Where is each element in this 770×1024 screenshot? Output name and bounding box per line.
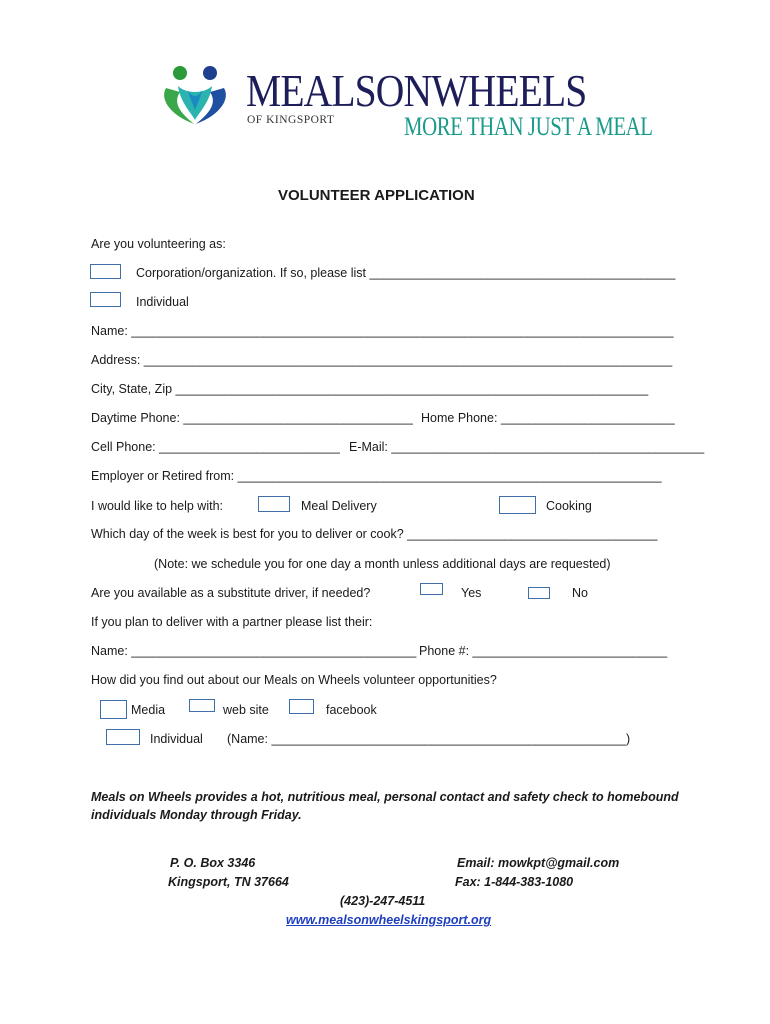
page-title: VOLUNTEER APPLICATION [278,187,475,204]
substitute-no-label: No [572,586,588,600]
address-field[interactable]: Address: ____________________________________________________________________________ [91,353,673,367]
logo-tagline: MORE THAN JUST A MEAL [404,112,653,141]
employer-field[interactable]: Employer or Retired from: _____________________________________________________________ [91,469,662,483]
logo-sub-text: OF KINGSPORT [247,114,335,126]
substitute-yes-checkbox[interactable] [420,583,443,595]
cooking-checkbox[interactable] [499,496,536,514]
mission-line-2: individuals Monday through Friday. [91,808,302,822]
logo-hearts-icon [158,64,232,126]
contact-fax: Fax: 1-844-383-1080 [455,875,574,889]
corporation-label: Corporation/organization. If so, please list ____________________________________________ [136,266,676,280]
partner-phone-field[interactable]: Phone #: ____________________________ [419,644,668,658]
email-field[interactable]: E-Mail: _____________________________________________ [349,440,705,454]
cell-phone-field[interactable]: Cell Phone: __________________________ [91,440,340,454]
facebook-label: facebook [326,703,377,717]
referral-name-field[interactable]: (Name: ___________________________________________________) [227,732,631,746]
substitute-no-checkbox[interactable] [528,587,550,599]
corporation-checkbox[interactable] [90,264,121,279]
web-site-label: web site [223,703,269,717]
substitute-driver-label: Are you available as a substitute driver, if needed? [91,586,371,600]
media-checkbox[interactable] [100,700,127,719]
web-site-checkbox[interactable] [189,699,215,712]
help-with-label: I would like to help with: [91,499,224,513]
home-phone-field[interactable]: Home Phone: _________________________ [421,411,675,425]
find-out-label: How did you find out about our Meals on Wheels volunteer opportunities? [91,673,497,687]
facebook-checkbox[interactable] [289,699,314,714]
contact-email: Email: mowkpt@gmail.com [457,856,620,870]
individual-label: Individual [136,295,189,309]
name-field[interactable]: Name: ______________________________________________________________________________ [91,324,674,338]
substitute-yes-label: Yes [461,586,482,600]
contact-city: Kingsport, TN 37664 [168,875,289,889]
media-label: Media [131,703,166,717]
meal-delivery-label: Meal Delivery [301,499,377,513]
partner-label: If you plan to deliver with a partner please list their: [91,615,373,629]
meal-delivery-checkbox[interactable] [258,496,290,512]
contact-po-box: P. O. Box 3346 [170,856,256,870]
cooking-label: Cooking [546,499,592,513]
daytime-phone-field[interactable]: Daytime Phone: _________________________________ [91,411,413,425]
city-state-zip-field[interactable]: City, State, Zip ____________________________________________________________________ [91,382,649,396]
individual-referral-label: Individual [150,732,203,746]
mission-line-1: Meals on Wheels provides a hot, nutritious meal, personal contact and safety check to homebound [91,790,679,804]
which-day-field[interactable]: Which day of the week is best for you to deliver or cook? ____________________________________ [91,527,658,541]
individual-referral-checkbox[interactable] [106,729,140,745]
website-link[interactable]: www.mealsonwheelskingsport.org [286,913,492,927]
schedule-note: (Note: we schedule you for one day a month unless additional days are requested) [154,557,611,571]
logo-main-text: MEALSONWHEELS [246,65,587,116]
contact-phone: (423)-247-4511 [340,894,426,908]
volunteering-as-label: Are you volunteering as: [91,237,226,251]
partner-name-field[interactable]: Name: _________________________________________ [91,644,417,658]
individual-checkbox[interactable] [90,292,121,307]
